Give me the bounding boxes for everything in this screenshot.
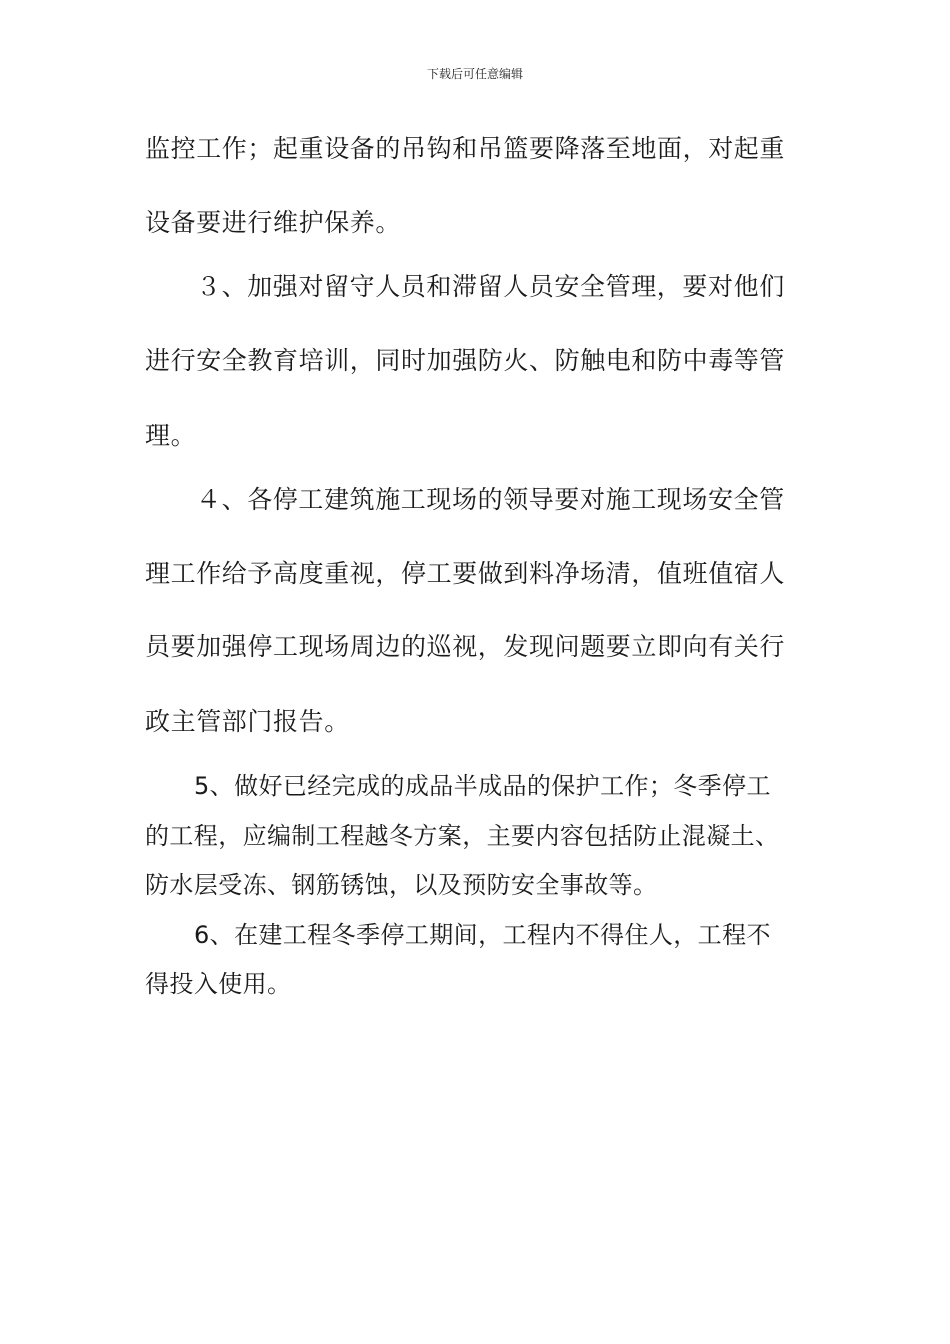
text-line: 5、做好已经完成的成品半成品的保护工作；冬季停工 bbox=[194, 772, 771, 800]
text-line: 监控工作；起重设备的吊钩和吊篮要降落至地面，对起重 bbox=[145, 134, 786, 163]
text-line: 的工程，应编制工程越冬方案，主要内容包括防止混凝土、 bbox=[145, 822, 780, 850]
text-line: ３、加强对留守人员和滞留人员安全管理，要对他们 bbox=[196, 272, 785, 301]
text-line: 得投入使用。 bbox=[145, 970, 292, 998]
text-line: 防水层受冻、钢筋锈蚀，以及预防安全事故等。 bbox=[145, 871, 658, 899]
text-line: 设备要进行维护保养。 bbox=[145, 208, 402, 237]
text-line: ４、各停工建筑施工现场的领导要对施工现场安全管 bbox=[196, 485, 785, 514]
text-line: 政主管部门报告。 bbox=[145, 707, 350, 736]
text-line: 员要加强停工现场周边的巡视，发现问题要立即向有关行 bbox=[145, 632, 786, 661]
text-line: 理。 bbox=[145, 421, 197, 450]
text-line: 进行安全教育培训，同时加强防火、防触电和防中毒等管 bbox=[145, 346, 786, 375]
text-line: 6、在建工程冬季停工期间，工程内不得住人，工程不 bbox=[194, 921, 771, 949]
text-line: 理工作给予高度重视，停工要做到料净场清，值班值宿人 bbox=[145, 559, 786, 588]
page-header: 下载后可任意编辑 bbox=[426, 67, 523, 81]
